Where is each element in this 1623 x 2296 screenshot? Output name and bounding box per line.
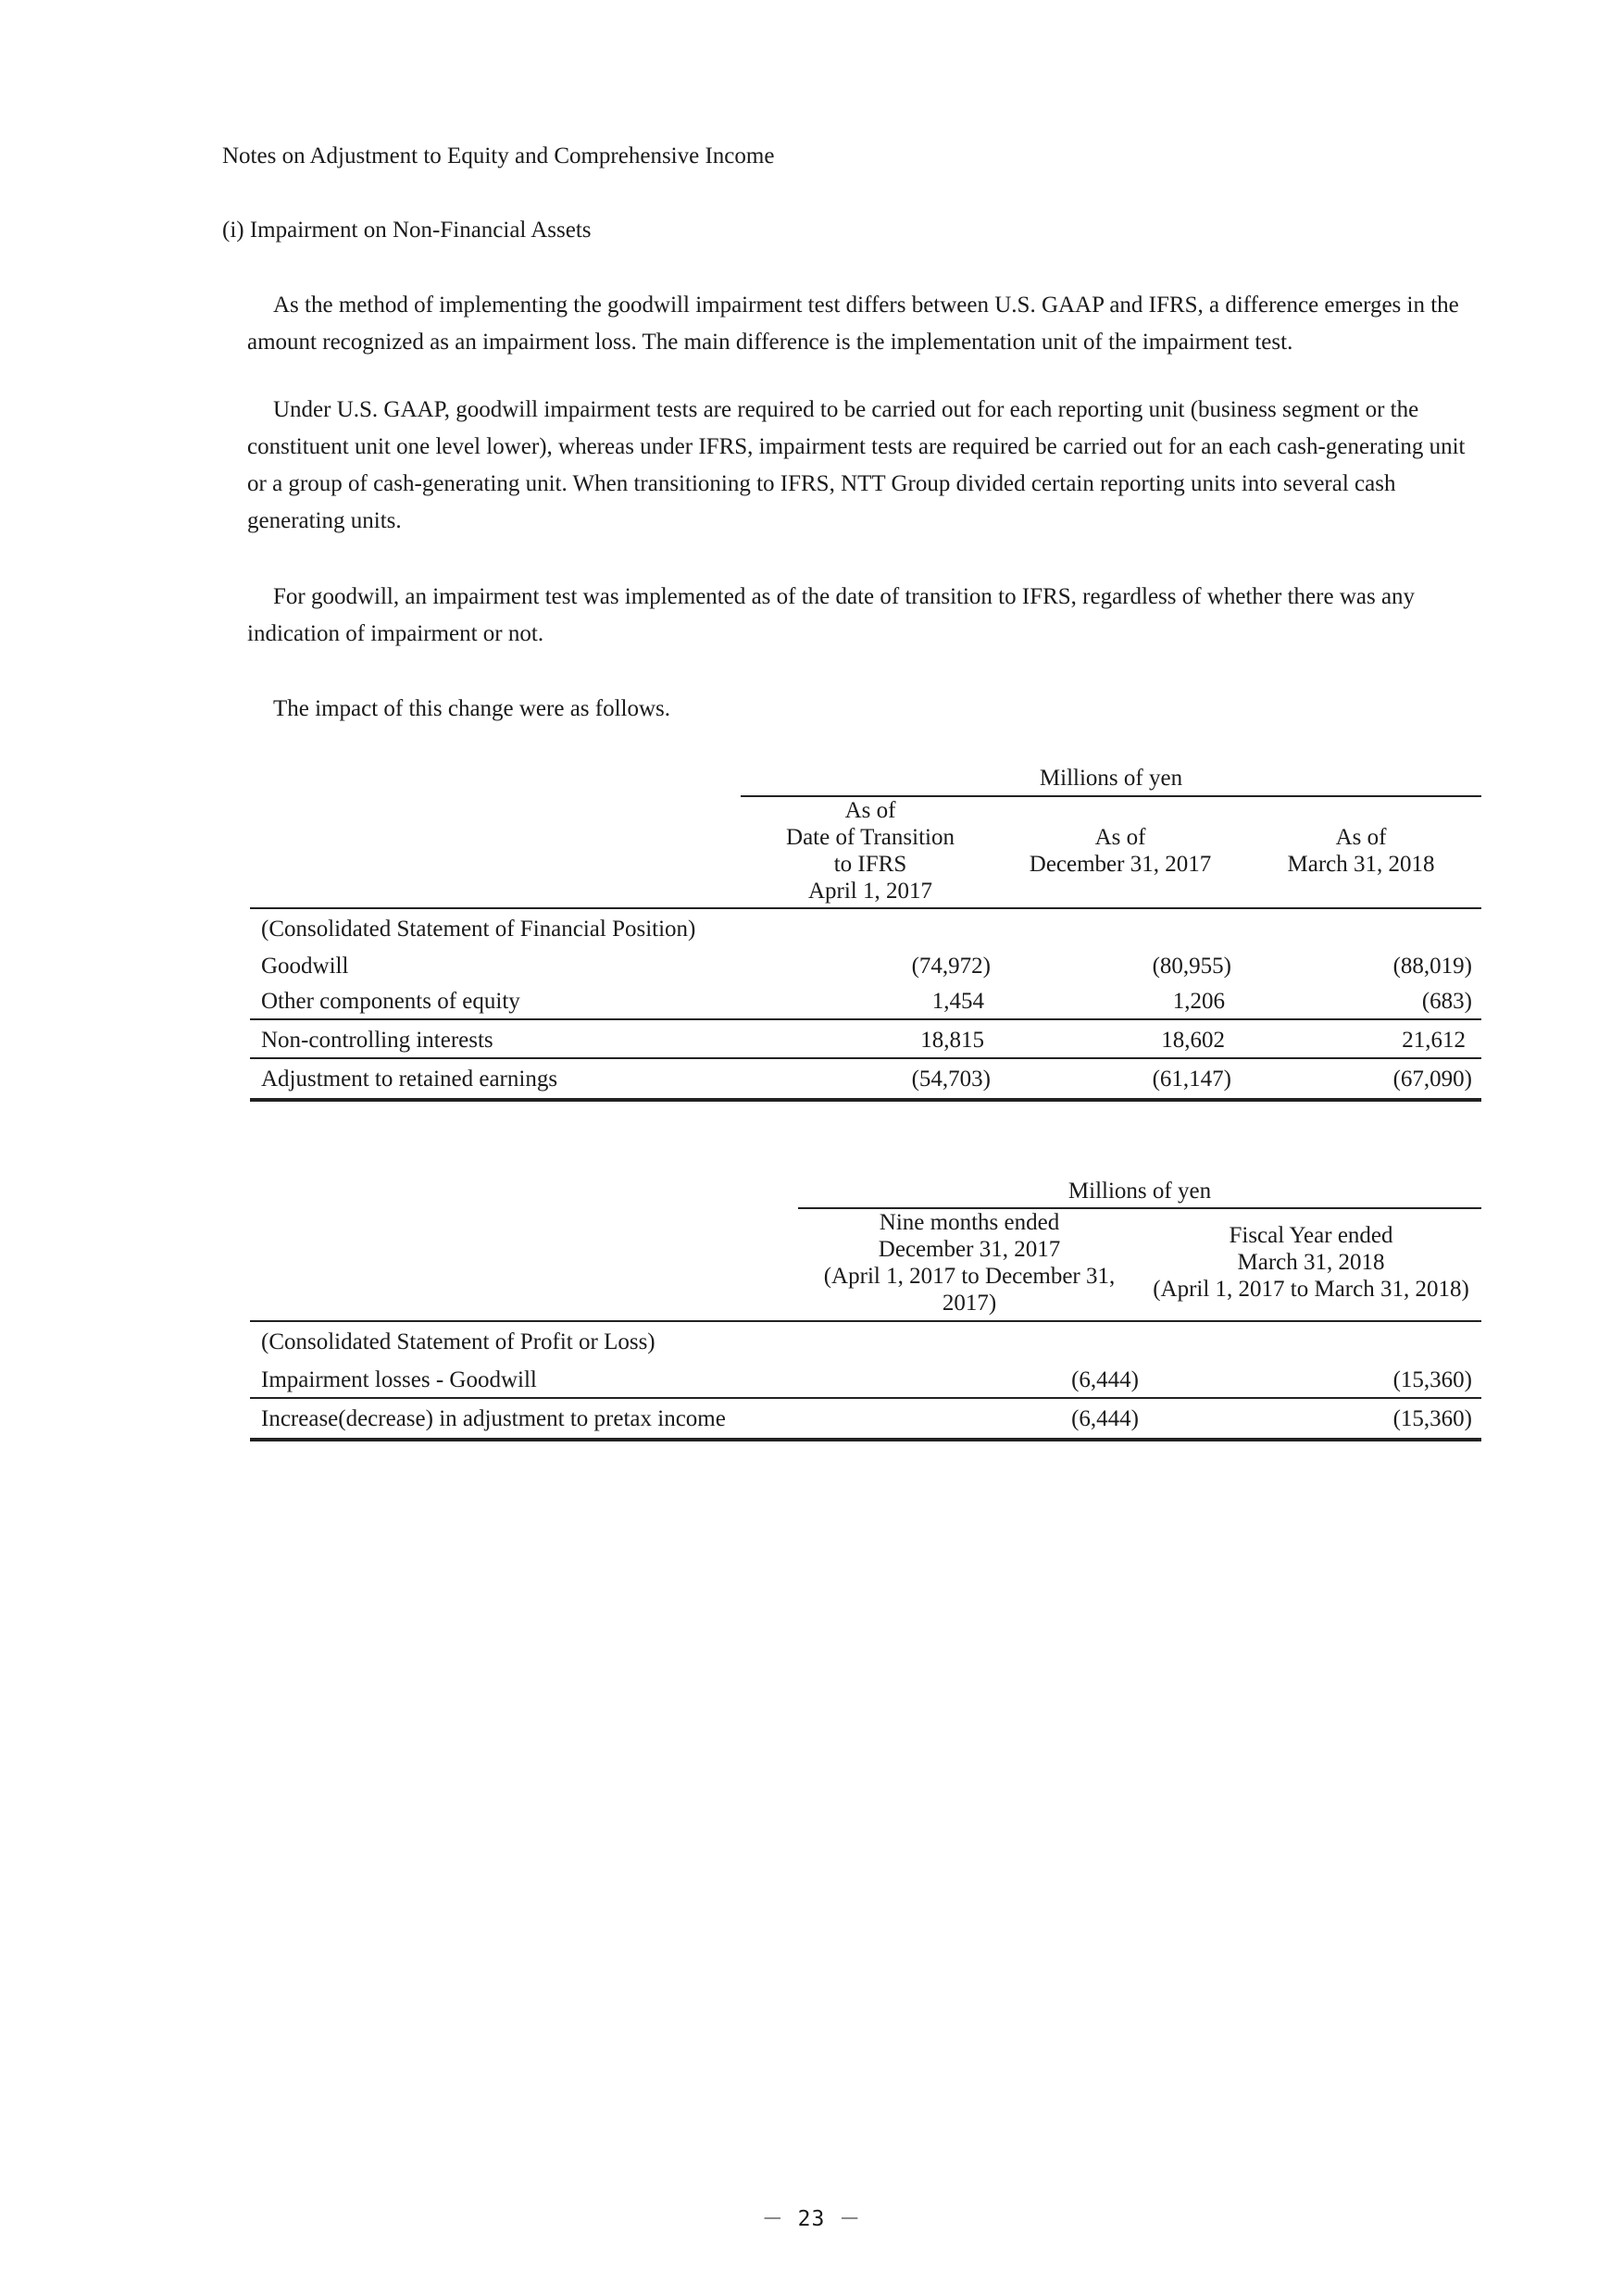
table2-col-header-2: Fiscal Year ended March 31, 2018 (April 1, 2017 to March 31, 2018)	[1153, 1223, 1469, 1302]
table1-col-header-3: As of March 31, 2018	[1287, 825, 1435, 877]
paragraph-1: As the method of implementing the goodwill impairment test differs between U.S. GAAP and IFRS, a difference emerges in the amount recognized as an impairment loss. The main difference is the implementation unit of the impairment test.	[247, 293, 1459, 355]
table1-row-rule	[250, 1057, 1481, 1059]
table1-cell: (54,703)	[911, 1067, 991, 1092]
table2-header-rule	[250, 1320, 1481, 1322]
table2-unit-label: Millions of yen	[1067, 1179, 1212, 1204]
table1-row-rule	[250, 1018, 1481, 1020]
table1-cell: 18,602	[1161, 1028, 1225, 1053]
page-number: － 23 －	[761, 2207, 862, 2231]
subsection-title: (i) Impairment on Non-Financial Assets	[222, 218, 592, 243]
table1-cell: (683)	[1421, 989, 1472, 1014]
section-title: Notes on Adjustment to Equity and Comprehensive Income	[222, 144, 775, 168]
table1-cell: 1,454	[931, 989, 984, 1014]
table1-cell: 18,815	[920, 1028, 984, 1053]
table1-cell: (80,955)	[1152, 954, 1231, 979]
table2-cell: (15,360)	[1392, 1406, 1472, 1431]
table2-row-label: Increase(decrease) in adjustment to pretax income	[261, 1406, 726, 1431]
table2-section-label: (Consolidated Statement of Profit or Loss)	[261, 1329, 655, 1354]
table1-header-rule	[250, 907, 1481, 909]
table1-cell: 21,612	[1402, 1028, 1466, 1053]
table1-unit-label: Millions of yen	[1039, 766, 1183, 791]
table1-cell: (74,972)	[911, 954, 991, 979]
table1-cell: (67,090)	[1392, 1067, 1472, 1092]
table1-row-label: Goodwill	[261, 954, 349, 979]
paragraph-4: The impact of this change were as follows.	[273, 696, 671, 721]
paragraph-2: Under U.S. GAAP, goodwill impairment tests are required to be carried out for each reporting unit (business segment or the constituent unit one level lower), whereas under IFRS, impairment tests are required be carried out for an each cash-generating unit or a group of cash-generating unit. When transitioning to IFRS, NTT Group divided certain reporting units into several cash generating units.	[247, 397, 1466, 533]
table1-col-header-2: As of December 31, 2017	[1029, 825, 1212, 877]
table2-cell: (15,360)	[1392, 1367, 1472, 1392]
table2-cell: (6,444)	[1071, 1367, 1139, 1392]
table2-row-label: Impairment losses - Goodwill	[261, 1367, 537, 1392]
table1-section-label: (Consolidated Statement of Financial Position)	[261, 917, 696, 942]
table1-col-header-1: As of Date of Transition to IFRS April 1, 2017	[786, 798, 955, 904]
table1-row-label: Other components of equity	[261, 989, 520, 1014]
table1-cell: 1,206	[1172, 989, 1225, 1014]
table1-total-double-rule	[250, 1098, 1481, 1102]
table1-row-label: Adjustment to retained earnings	[261, 1067, 558, 1092]
table1-row-label: Non-controlling interests	[261, 1028, 493, 1053]
table2-col-header-1: Nine months ended December 31, 2017 (April 1, 2017 to December 31, 2017)	[823, 1210, 1116, 1316]
table1-cell: (88,019)	[1392, 954, 1472, 979]
table1-cell: (61,147)	[1152, 1067, 1231, 1092]
table2-cell: (6,444)	[1071, 1406, 1139, 1431]
paragraph-3: For goodwill, an impairment test was implemented as of the date of transition to IFRS, regardless of whether there was any indication of impairment or not.	[247, 584, 1416, 646]
table2-total-double-rule	[250, 1438, 1481, 1441]
table2-row-rule	[250, 1397, 1481, 1399]
